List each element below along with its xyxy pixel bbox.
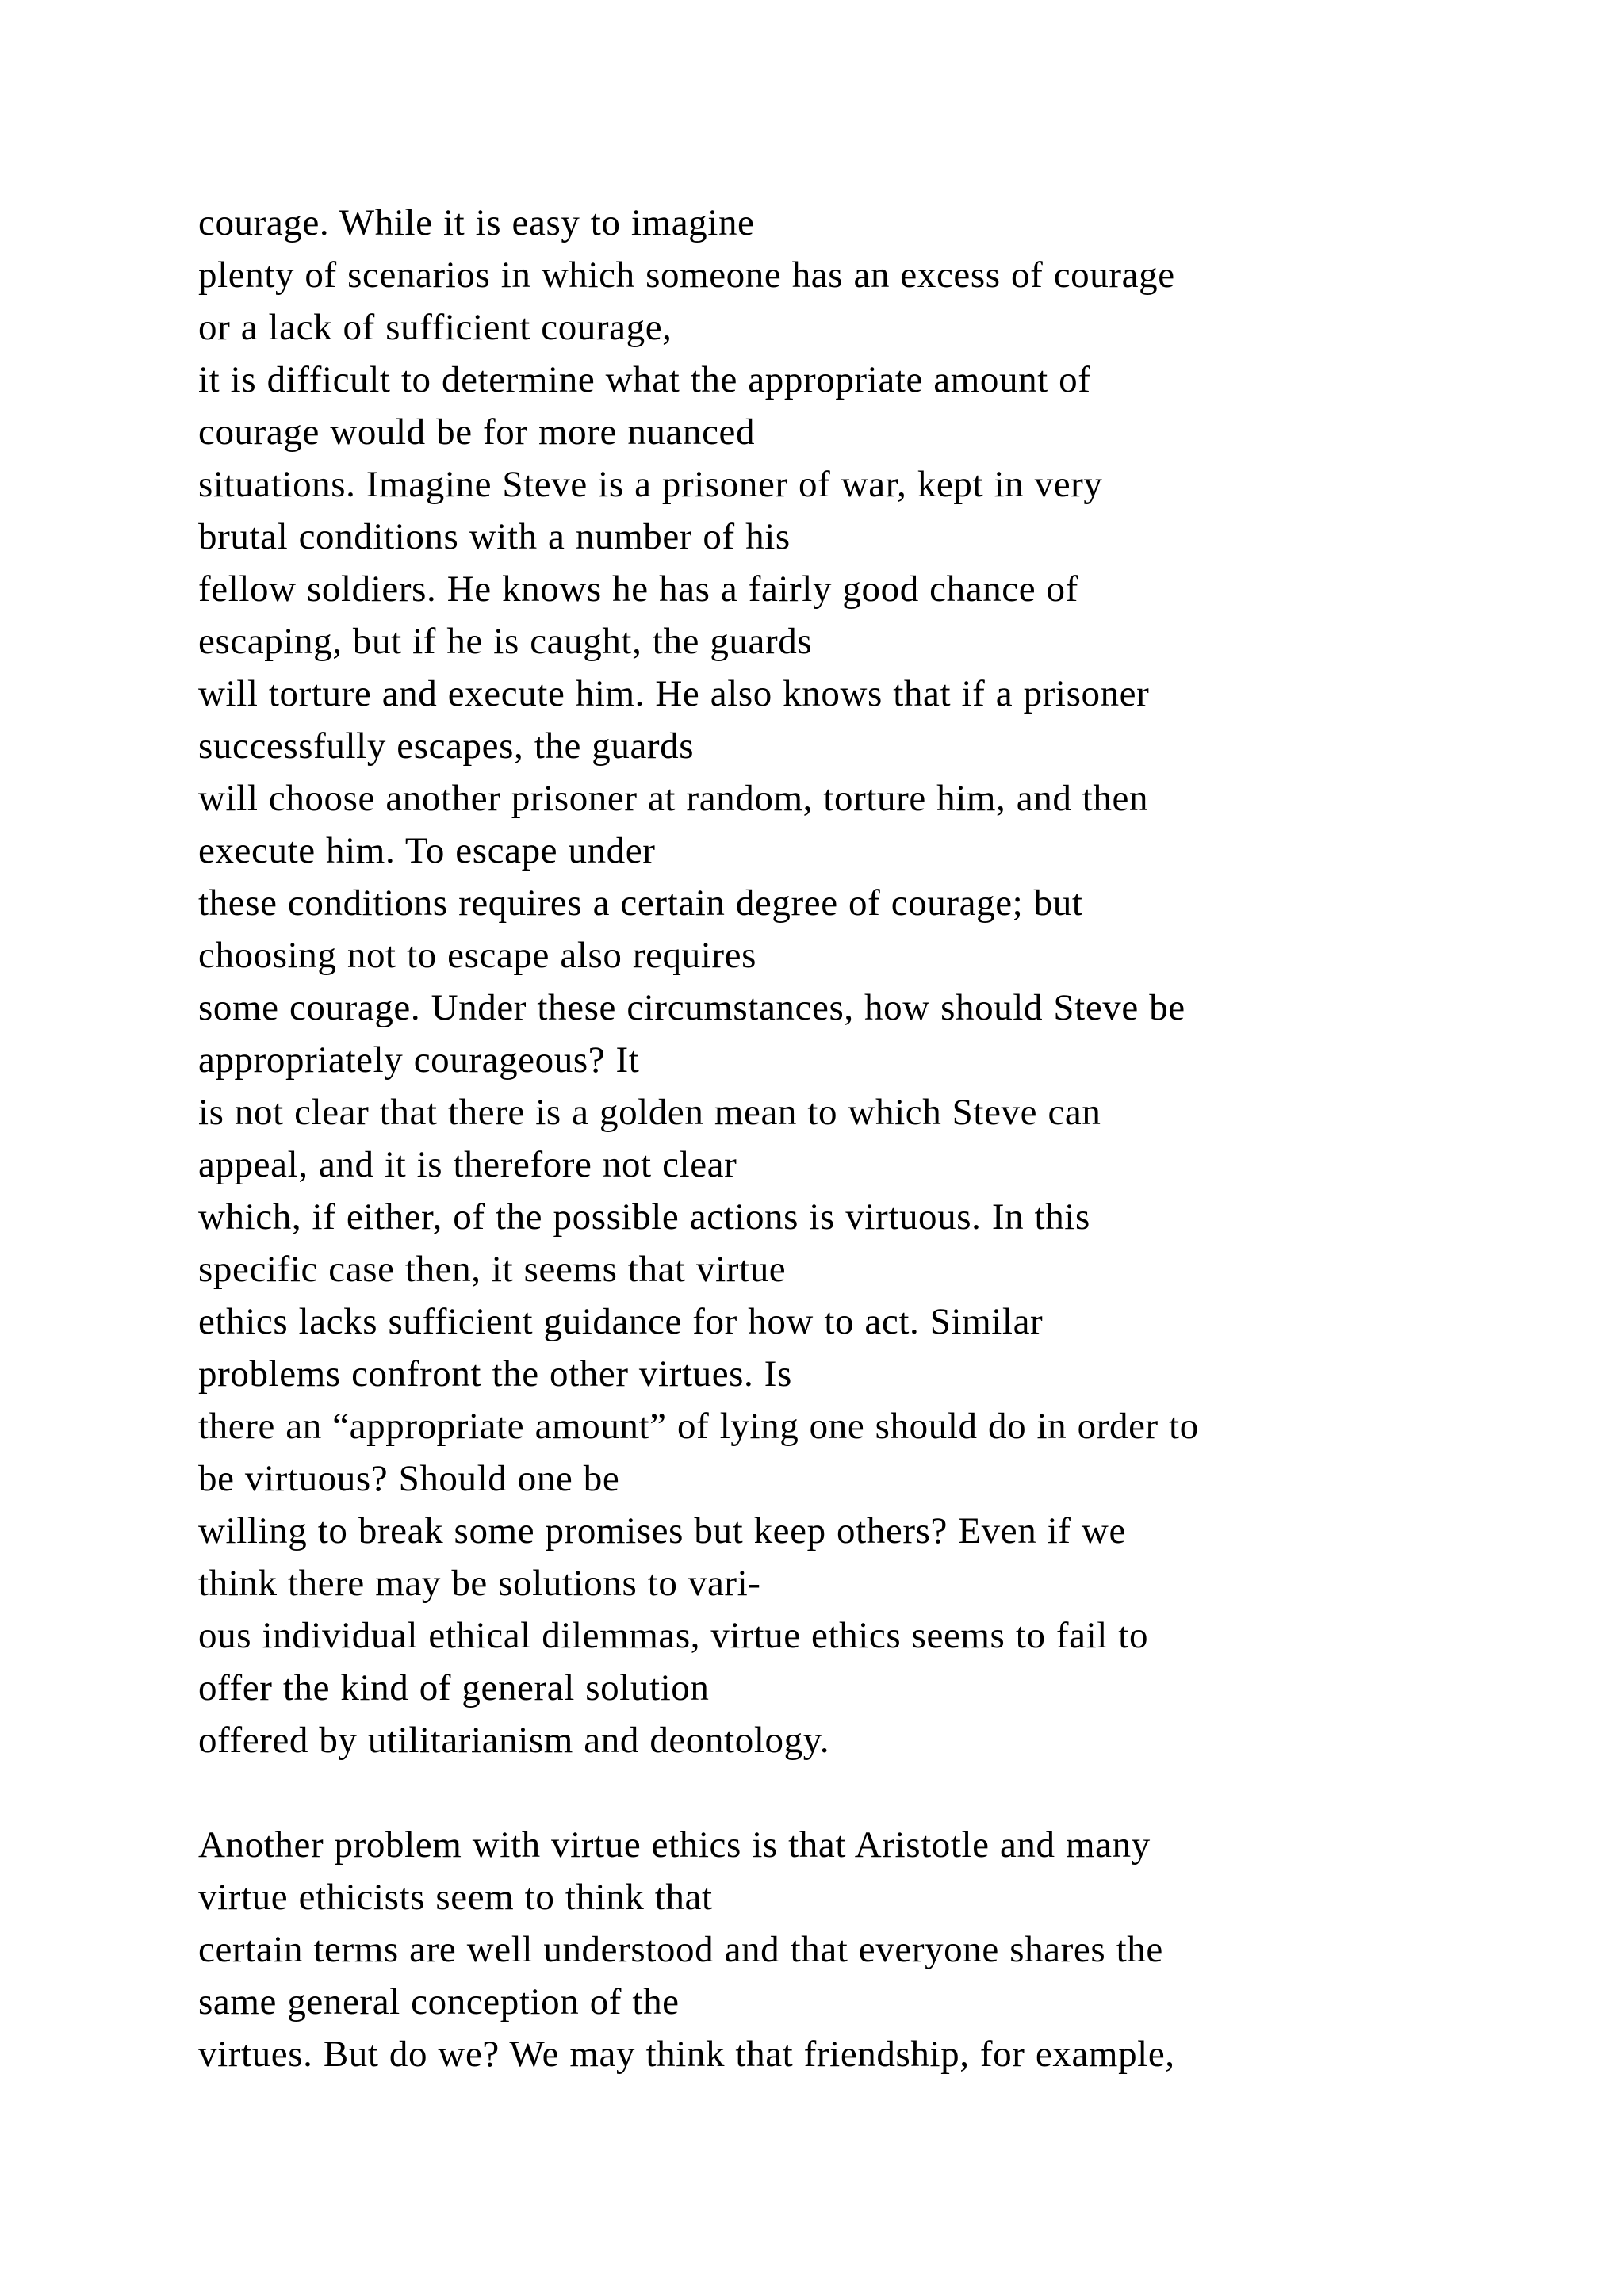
text-line: appropriately courageous? It bbox=[198, 1039, 640, 1081]
text-line: willing to break some promises but keep others? Even if we bbox=[198, 1510, 1126, 1552]
text-line: it is difficult to determine what the appropriate amount of bbox=[198, 359, 1091, 400]
text-line: problems confront the other virtues. Is bbox=[198, 1353, 792, 1395]
text-line: will choose another prisoner at random, torture him, and then bbox=[198, 778, 1149, 819]
text-line: Another problem with virtue ethics is that Aristotle and many bbox=[198, 1824, 1151, 1866]
text-line: offered by utilitarianism and deontology. bbox=[198, 1720, 830, 1761]
text-line: there an “appropriate amount” of lying one should do in order to bbox=[198, 1406, 1199, 1447]
text-line: ethics lacks sufficient guidance for how to act. Similar bbox=[198, 1301, 1044, 1342]
text-line: which, if either, of the possible actions is virtuous. In this bbox=[198, 1196, 1090, 1238]
text-line: is not clear that there is a golden mean to which Steve can bbox=[198, 1092, 1101, 1133]
document-body bbox=[198, 197, 1594, 2080]
text-line: brutal conditions with a number of his bbox=[198, 516, 791, 557]
text-line: these conditions requires a certain degree of courage; but bbox=[198, 882, 1083, 924]
text-line: courage. While it is easy to imagine bbox=[198, 202, 755, 243]
text-line: same general conception of the bbox=[198, 1981, 680, 2022]
text-line: think there may be solutions to vari- bbox=[198, 1563, 761, 1604]
text-line: situations. Imagine Steve is a prisoner of war, kept in very bbox=[198, 464, 1103, 505]
paragraph-break bbox=[198, 1766, 1594, 1819]
text-line: some courage. Under these circumstances, how should Steve be bbox=[198, 987, 1185, 1028]
text-line: offer the kind of general solution bbox=[198, 1667, 710, 1709]
text-line: virtue ethicists seem to think that bbox=[198, 1877, 713, 1918]
text-line: specific case then, it seems that virtue bbox=[198, 1249, 787, 1290]
text-line: successfully escapes, the guards bbox=[198, 725, 695, 767]
text-line: appeal, and it is therefore not clear bbox=[198, 1144, 737, 1185]
text-line: will torture and execute him. He also knows that if a prisoner bbox=[198, 673, 1150, 714]
text-line: choosing not to escape also requires bbox=[198, 935, 756, 976]
text-line: or a lack of sufficient courage, bbox=[198, 307, 672, 348]
paragraph-2 bbox=[198, 1819, 1594, 2080]
text-line: courage would be for more nuanced bbox=[198, 411, 756, 453]
text-line: ous individual ethical dilemmas, virtue ethics seems to fail to bbox=[198, 1615, 1149, 1656]
text-line: plenty of scenarios in which someone has an excess of courage bbox=[198, 254, 1175, 296]
text-line: virtues. But do we? We may think that friendship, for example, bbox=[198, 2034, 1175, 2075]
text-line: fellow soldiers. He knows he has a fairly good chance of bbox=[198, 568, 1078, 610]
text-line: escaping, but if he is caught, the guards bbox=[198, 621, 813, 662]
paragraph-1 bbox=[198, 197, 1594, 1766]
text-line: be virtuous? Should one be bbox=[198, 1458, 620, 1499]
text-line: certain terms are well understood and that everyone shares the bbox=[198, 1929, 1163, 1970]
text-line: execute him. To escape under bbox=[198, 830, 656, 871]
